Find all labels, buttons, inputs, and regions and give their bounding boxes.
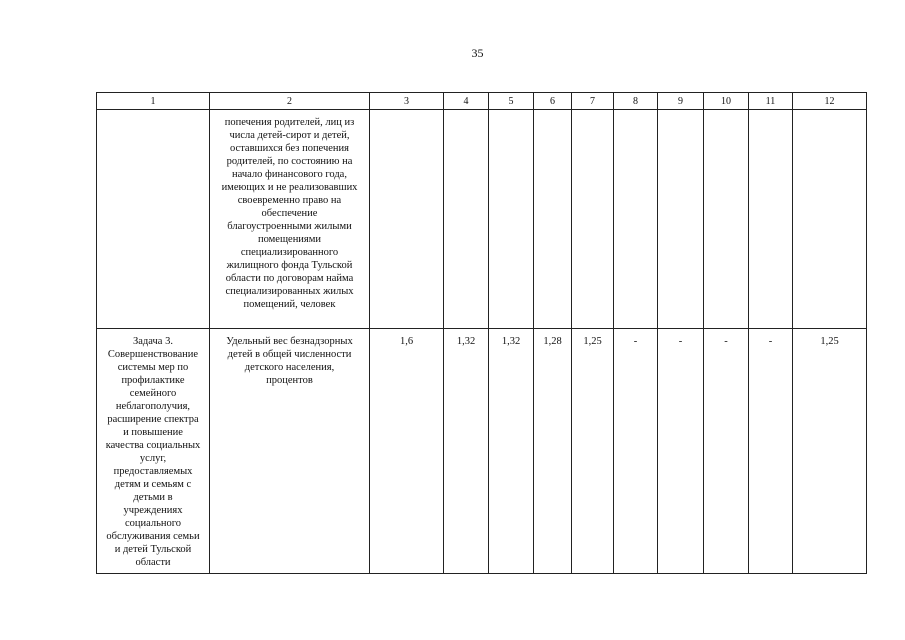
column-header: 3 xyxy=(370,93,444,110)
table-cell-value xyxy=(572,110,614,329)
table-cell-value: 1,32 xyxy=(489,329,534,574)
table-cell-value xyxy=(658,110,704,329)
table-cell-value: 1,6 xyxy=(370,329,444,574)
indicators-table xyxy=(96,92,867,574)
table-cell-value: 1,25 xyxy=(572,329,614,574)
column-header: 12 xyxy=(793,93,867,110)
column-header: 7 xyxy=(572,93,614,110)
table-cell-task: Задача 3. Совершенствование системы мер по профилактике семейного неблагополучия, расширение спектра и повышение качества социальных услуг, предоставляемых детям и семьям с детьми в учреждениях социального обслуживания семьи и детей Тульской области xyxy=(97,329,210,574)
table-cell-value xyxy=(749,110,793,329)
column-header: 10 xyxy=(704,93,749,110)
table-cell-value xyxy=(534,110,572,329)
table-cell-indicator: Удельный вес безнадзорных детей в общей численности детского населения, процентов xyxy=(210,329,370,574)
table-cell-value: - xyxy=(614,329,658,574)
column-header: 9 xyxy=(658,93,704,110)
column-header: 11 xyxy=(749,93,793,110)
table-cell-value xyxy=(614,110,658,329)
table-cell-value: 1,28 xyxy=(534,329,572,574)
column-header: 4 xyxy=(444,93,489,110)
table-cell-value: - xyxy=(749,329,793,574)
table-row xyxy=(97,329,867,574)
table-cell-value: - xyxy=(658,329,704,574)
table-cell-value: 1,25 xyxy=(793,329,867,574)
column-header: 6 xyxy=(534,93,572,110)
table-cell-value xyxy=(370,110,444,329)
table-cell-value xyxy=(444,110,489,329)
table-cell-indicator: попечения родителей, лиц из числа детей-сирот и детей, оставшихся без попечения родителей, по состоянию на начало финансового года, имеющих и не реализовавших своевременно право на обеспечение благоустроенными жилыми помещениями специализированного жилищного фонда Тульской области по договорам найма специализированных жилых помещений, человек xyxy=(210,110,370,329)
column-header: 2 xyxy=(210,93,370,110)
page-number: 35 xyxy=(471,46,484,60)
table-cell-value xyxy=(793,110,867,329)
column-header: 1 xyxy=(97,93,210,110)
table-cell-value: - xyxy=(704,329,749,574)
table-cell-value: 1,32 xyxy=(444,329,489,574)
column-header: 5 xyxy=(489,93,534,110)
table-cell-value xyxy=(704,110,749,329)
column-header: 8 xyxy=(614,93,658,110)
table-cell-value xyxy=(489,110,534,329)
table-header-row xyxy=(97,93,867,110)
table-row xyxy=(97,110,867,329)
table-cell-task xyxy=(97,110,210,329)
